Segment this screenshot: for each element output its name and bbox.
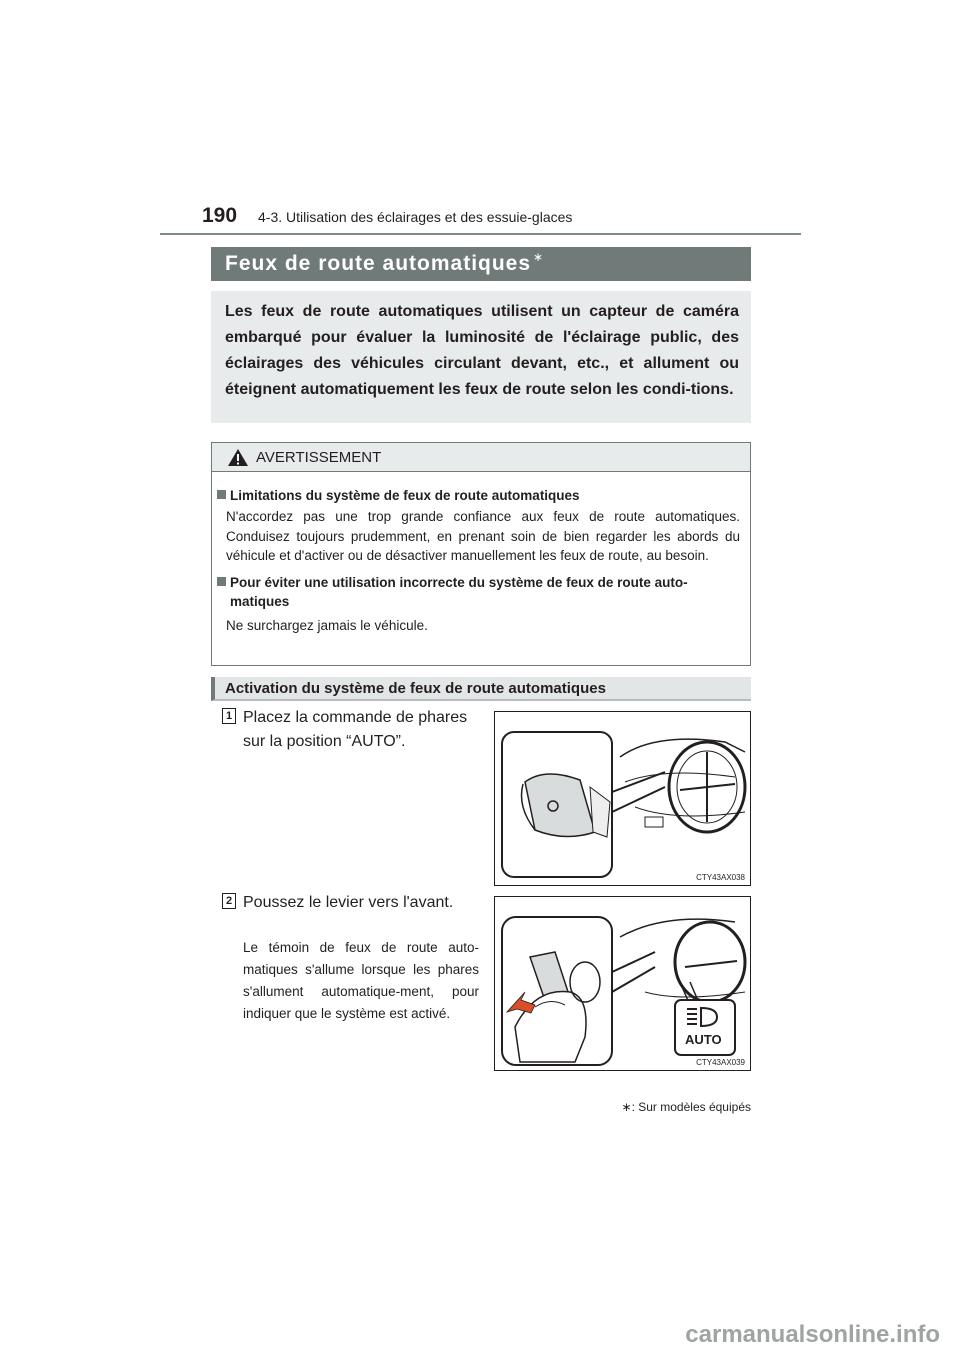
subsection-title: Activation du système de feux de route automatiques: [225, 680, 606, 697]
warning-box: [211, 442, 751, 666]
warning-item-text: N'accordez pas une trop grande confiance aux feux de route automatiques. Conduisez toujours prudemment, en prenant soin de bien regarder les abords du véhicule et d'activer ou de désactiver manuellement les feux de route, au besoin.: [226, 509, 740, 563]
warning-body: [212, 472, 750, 635]
figure-headlight-switch: [494, 711, 751, 886]
footnote: ∗: Sur modèles équipés: [621, 1100, 751, 1114]
warning-header: [212, 443, 750, 472]
step-number: 2: [222, 893, 236, 909]
intro-box: [211, 291, 751, 423]
section-title-bar: [211, 247, 751, 281]
page-number: 190: [202, 204, 238, 227]
warning-item-heading: Pour éviter une utilisation incorrecte du système de feux de route auto-matiques: [230, 574, 688, 609]
step-note: Le témoin de feux de route auto-matiques s'allume lorsque les phares s'allument automatique-ment, pour indiquer que le système est activé.: [243, 940, 479, 1021]
figure-code: CTY43AX038: [696, 873, 745, 882]
figure-code: CTY43AX039: [696, 1058, 745, 1067]
step-number: 1: [222, 708, 236, 724]
section-title-mark: ∗: [533, 250, 544, 264]
watermark: carmanualsonline.info: [685, 1321, 940, 1348]
warning-item-heading: Limitations du système de feux de route automatiques: [230, 488, 580, 503]
step-text: Poussez le levier vers l'avant.: [243, 894, 454, 911]
subsection-title-bar: [211, 677, 751, 701]
warning-triangle-icon: [227, 448, 249, 467]
intro-text: Les feux de route automatiques utilisent un capteur de caméra embarqué pour évaluer la luminosité de l'éclairage public, des éclairages des véhicules circulant devant, etc., et allument ou éteignent automatiquement les feux de route selon les condi-tions.: [225, 303, 739, 398]
warning-item: [217, 486, 740, 505]
figure-lever-push: [494, 896, 751, 1071]
bullet-square-icon: [217, 577, 226, 586]
auto-indicator-label: AUTO: [685, 1032, 722, 1047]
warning-item-text: Ne surchargez jamais le véhicule.: [226, 617, 428, 633]
headlight-switch-illustration: [495, 712, 750, 885]
chapter-title: 4-3. Utilisation des éclairages et des essuie-glaces: [258, 209, 573, 225]
bullet-square-icon: [217, 490, 226, 499]
header-rule: [160, 233, 801, 235]
warning-label: AVERTISSEMENT: [256, 449, 382, 466]
warning-item: [217, 573, 740, 611]
step-text: Placez la commande de phares sur la position “AUTO”.: [243, 709, 468, 750]
section-title: Feux de route automatiques: [225, 252, 532, 275]
